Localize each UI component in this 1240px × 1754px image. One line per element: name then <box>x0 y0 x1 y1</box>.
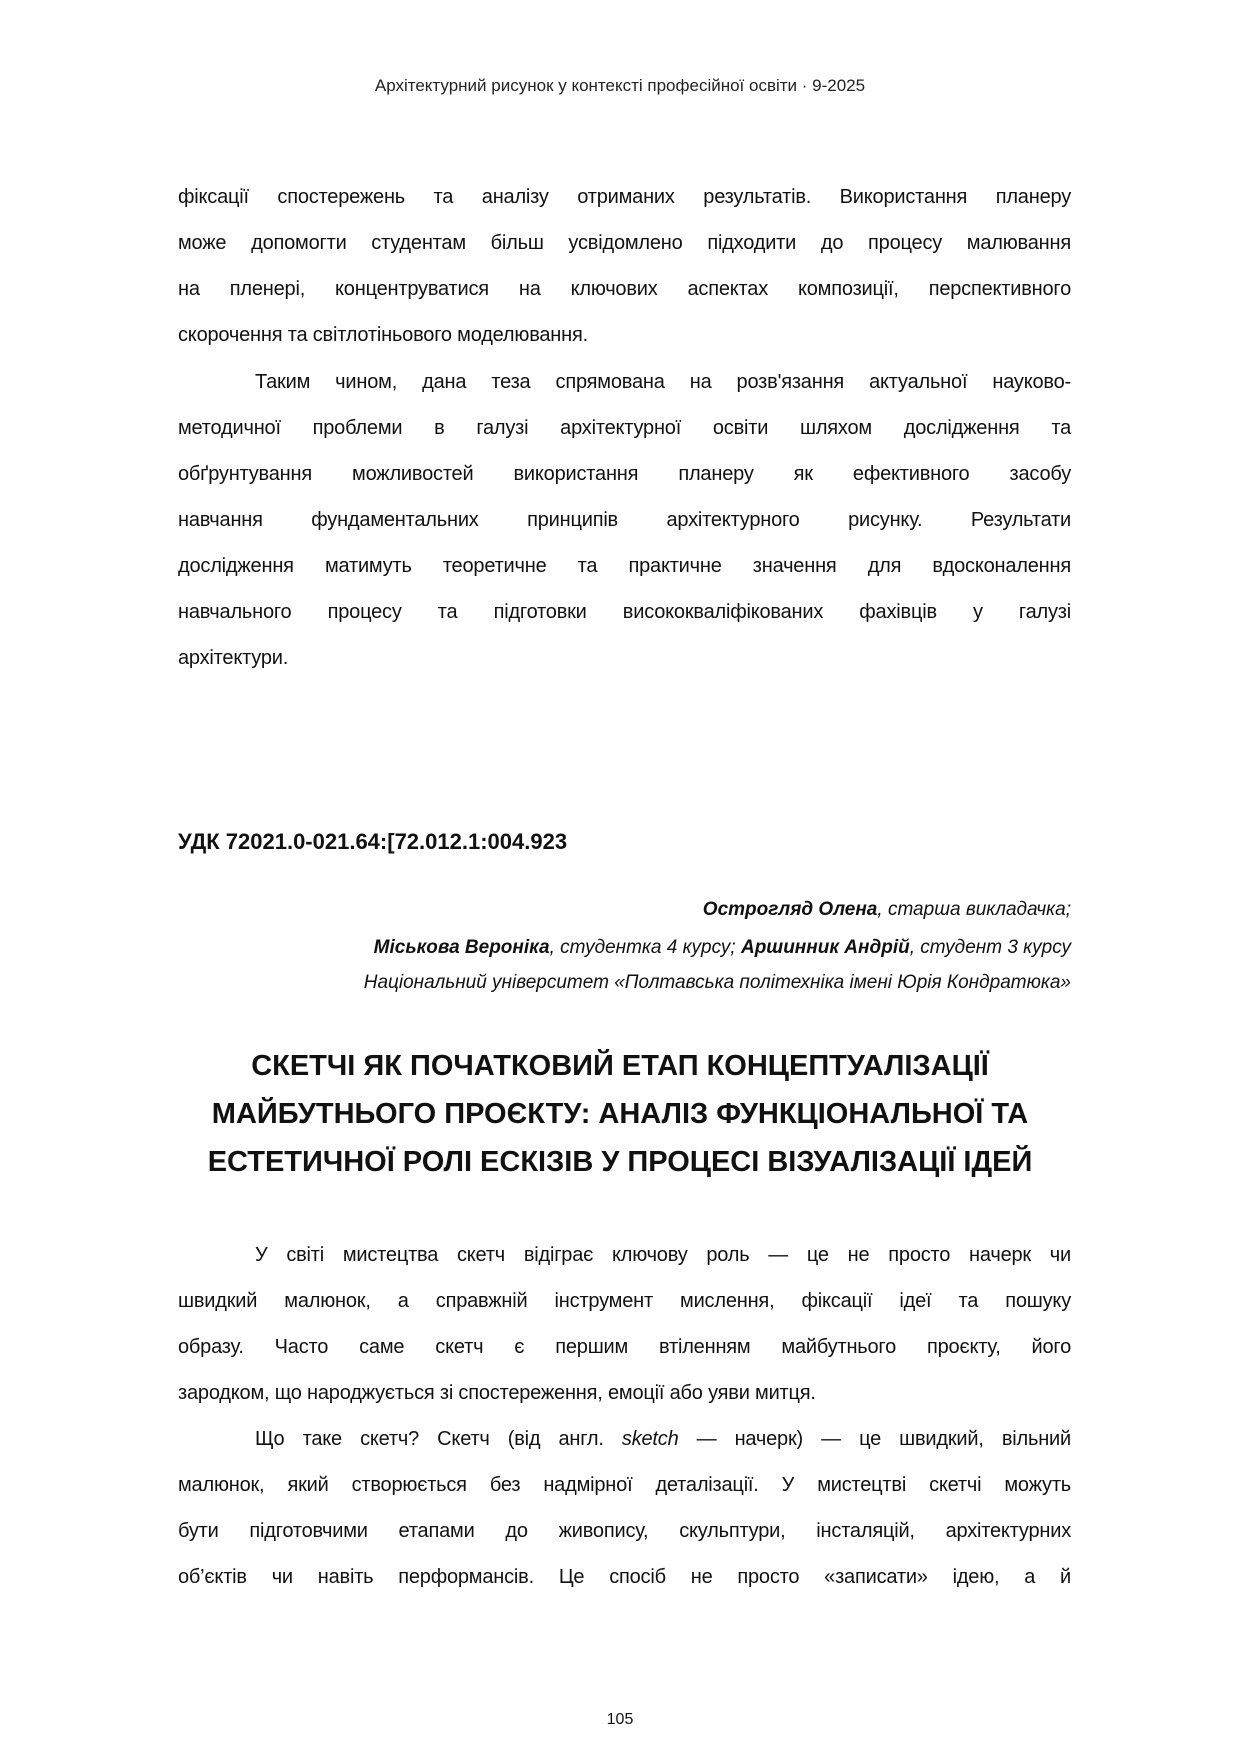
affiliation: Національний університет «Полтавська політехніка імені Юрія Кондратюка» <box>363 972 1071 993</box>
author-name: Острогляд Олена <box>702 899 878 920</box>
author-line-2 <box>374 937 1071 959</box>
running-header: Архітектурний рисунок у контексті професійної освіти · 9-2025 <box>374 76 866 95</box>
body-line: фіксації спостережень та аналізу отриманих результатів. Використання планеру <box>178 186 1071 208</box>
body-line: навчального процесу та підготовки висококваліфікованих фахівців у галузі <box>178 601 1071 623</box>
author-name: Міськова Вероніка <box>373 937 550 958</box>
body-line: обґрунтування можливостей використання планеру як ефективного засобу <box>178 463 1071 485</box>
author-role: , старша викладачка; <box>877 899 1071 920</box>
body-line: Таким чином, дана теза спрямована на розв'язання актуальної науково- <box>255 371 1071 393</box>
body-line: образу. Часто саме скетч є першим втіленням майбутнього проєкту, його <box>178 1336 1071 1358</box>
italic-term: sketch <box>621 1428 679 1450</box>
author-role: , студент 3 курсу <box>909 937 1071 958</box>
body-line: скорочення та світлотіньового моделювання. <box>178 324 588 346</box>
body-line: навчання фундаментальних принципів архітектурного рисунку. Результати <box>178 509 1071 531</box>
body-line: архітектури. <box>178 647 289 669</box>
body-line: швидкий малюнок, а справжній інструмент мислення, фіксації ідеї та пошуку <box>178 1290 1071 1312</box>
body-line: може допомогти студентам більш усвідомлено підходити до процесу малювання <box>178 232 1071 254</box>
text: Що таке скетч? Скетч (від англ. <box>255 1428 622 1450</box>
body-line: малюнок, який створюється без надмірної деталізації. У мистецтві скетчі можуть <box>178 1474 1071 1496</box>
body-line <box>255 1427 1071 1451</box>
author-line-1 <box>703 899 1071 921</box>
udk-code: УДК 72021.0-021.64:[72.012.1:004.923 <box>178 829 568 854</box>
body-line: методичної проблеми в галузі архітектурної освіти шляхом дослідження та <box>178 417 1071 439</box>
body-line: дослідження матимуть теоретичне та практичне значення для вдосконалення <box>178 555 1071 577</box>
title-line: ЕСТЕТИЧНОЇ РОЛІ ЕСКІЗІВ У ПРОЦЕСІ ВІЗУАЛІЗАЦІЇ ІДЕЙ <box>207 1146 1033 1178</box>
body-line: У світі мистецтва скетч відіграє ключову роль — це не просто начерк чи <box>255 1244 1071 1266</box>
body-line: зародком, що народжується зі спостереження, емоції або уяви митця. <box>178 1382 816 1404</box>
page-number: 105 <box>606 1711 634 1728</box>
article-title <box>0 1042 1240 1186</box>
author-name: Аршинник Андрій <box>740 937 910 958</box>
text: — начерк) — це швидкий, вільний <box>678 1428 1072 1450</box>
title-line: МАЙБУТНЬОГО ПРОЄКТУ: АНАЛІЗ ФУНКЦІОНАЛЬНОЇ ТА <box>211 1098 1029 1130</box>
title-line: СКЕТЧІ ЯК ПОЧАТКОВИЙ ЕТАП КОНЦЕПТУАЛІЗАЦІЇ <box>251 1050 989 1082</box>
body-line: бути підготовчими етапами до живопису, скульптури, інсталяцій, архітектурних <box>178 1520 1071 1542</box>
body-line: на пленері, концентруватися на ключових аспектах композиції, перспективного <box>178 278 1071 300</box>
author-role: , студентка 4 курсу; <box>549 937 741 958</box>
body-line: об’єктів чи навіть перформансів. Це спосіб не просто «записати» ідею, а й <box>178 1566 1071 1588</box>
